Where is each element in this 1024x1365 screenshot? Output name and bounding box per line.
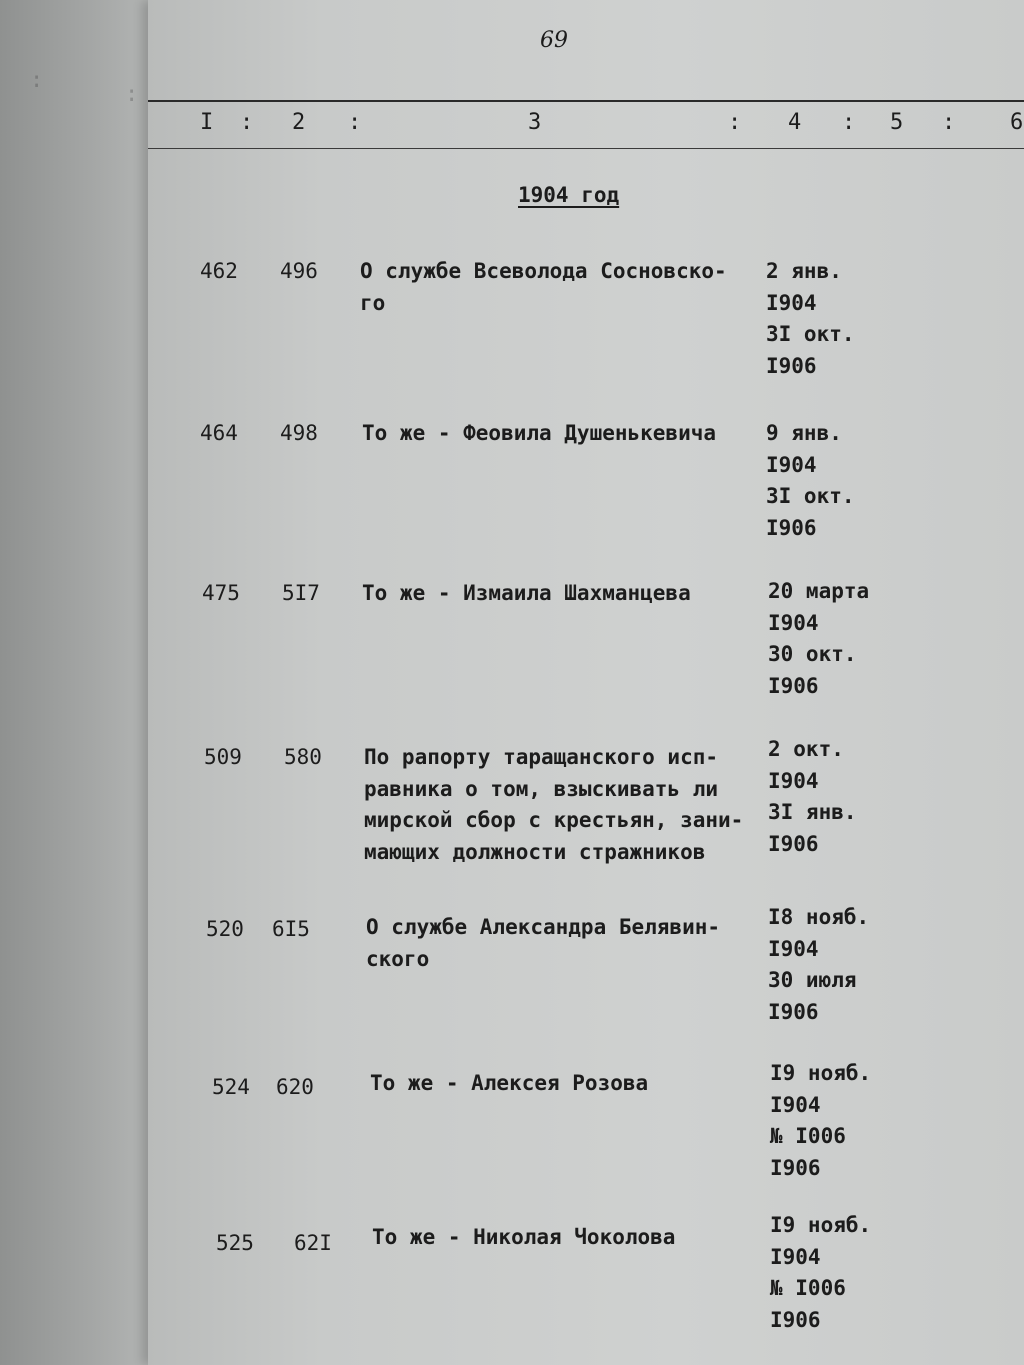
column-header-2: 2	[292, 110, 306, 135]
case-number: 5I7	[282, 581, 320, 605]
header-bottom-rule	[148, 148, 1024, 149]
column-separator: :	[942, 110, 956, 135]
column-header-3: 3	[528, 110, 542, 135]
case-title: По рапорту таращанского исп- равника о том, взыскивать ли мирской сбор с крестьян, зани- мающих должности стражников	[364, 745, 744, 864]
year-heading: 1904 год	[518, 183, 620, 207]
case-title: То же - Николая Чоколова	[372, 1225, 676, 1249]
case-dates: 2 янв. I904 3I окт. I906	[766, 259, 855, 378]
column-header-1: I	[200, 110, 214, 135]
column-separator: :	[842, 110, 856, 135]
previous-page-edge	[0, 0, 150, 1365]
column-separator: :	[728, 110, 742, 135]
record-number: 462	[200, 259, 238, 283]
case-dates: I9 нояб. I904 № I006 I906	[770, 1213, 872, 1332]
case-title: О службе Всеволода Сосновско- го	[360, 259, 727, 315]
header-top-rule	[148, 100, 1024, 102]
case-title: То же - Измаила Шахманцева	[362, 581, 691, 605]
record-number: 475	[202, 581, 240, 605]
column-separator: :	[240, 110, 254, 135]
case-number: 6I5	[272, 917, 310, 941]
case-dates: I8 нояб. I904 30 июля I906	[768, 905, 870, 1024]
record-number: 524	[212, 1075, 250, 1099]
previous-page-decoration: :	[30, 68, 44, 93]
case-dates: I9 нояб. I904 № I006 I906	[770, 1061, 872, 1180]
case-number: 498	[280, 421, 318, 445]
page-number: 69	[540, 28, 568, 53]
column-header-5: 5	[890, 110, 904, 135]
case-title: То же - Феовила Душенькевича	[362, 421, 717, 445]
record-number: 525	[216, 1231, 254, 1255]
record-number: 509	[204, 745, 242, 769]
column-header-6: 6	[1010, 110, 1024, 135]
case-dates: 9 янв. I904 3I окт. I906	[766, 421, 855, 540]
previous-page-decoration: :	[125, 82, 139, 107]
record-number: 520	[206, 917, 244, 941]
case-number: 62I	[294, 1231, 332, 1255]
case-number: 580	[284, 745, 322, 769]
record-number: 464	[200, 421, 238, 445]
case-title: О службе Александра Белявин- ского	[366, 915, 721, 971]
case-number: 496	[280, 259, 318, 283]
case-dates: 2 окт. I904 3I янв. I906	[768, 737, 857, 856]
case-dates: 20 марта I904 30 окт. I906	[768, 579, 870, 698]
case-number: 620	[276, 1075, 314, 1099]
column-header-4: 4	[788, 110, 802, 135]
column-separator: :	[348, 110, 362, 135]
case-title: То же - Алексея Розова	[370, 1071, 649, 1095]
